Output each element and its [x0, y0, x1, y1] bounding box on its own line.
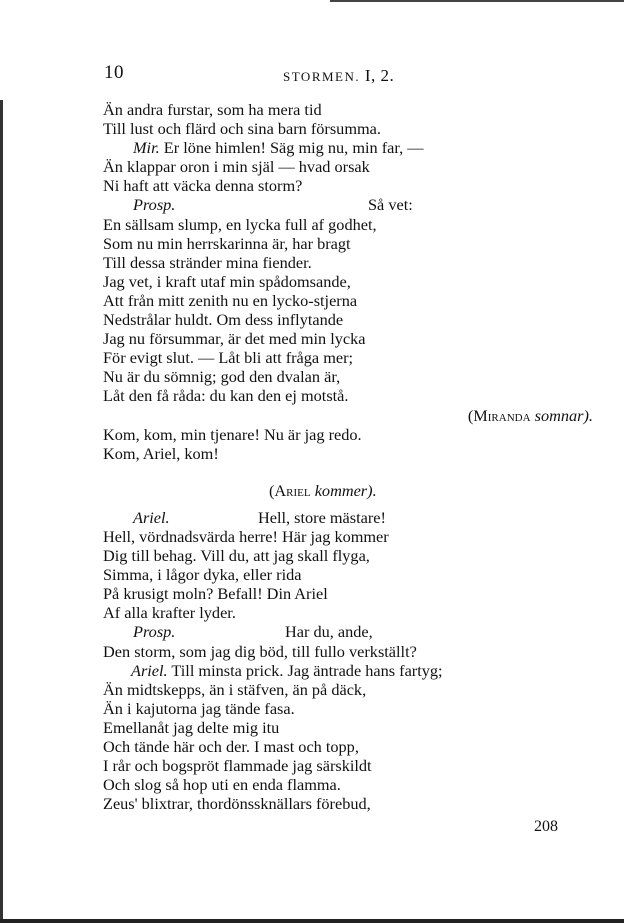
verse-line: I rår och bogspröt flammade jag särskildt [103, 756, 372, 776]
speech-line [103, 195, 593, 214]
speaker-name: Ariel. [131, 660, 168, 680]
verse-line: Jag vet, i kraft utaf min spådomsande, [103, 271, 351, 291]
speech-line [103, 622, 593, 641]
verse-line: Än midtskepps, än i stäfven, än på däck, [103, 679, 367, 699]
stage-direction-action: kommer). [314, 480, 377, 500]
verse-line: Till dessa stränder mina fiender. [103, 252, 312, 272]
stage-direction [103, 406, 593, 425]
running-title [283, 66, 394, 86]
footer-page-number: 208 [534, 818, 558, 835]
stage-direction [103, 481, 593, 500]
speech-line [103, 508, 593, 527]
verse-text: Hell, store mästare! [258, 507, 386, 527]
speaker-name: Prosp. [133, 622, 176, 642]
verse-line: Zeus' blixtrar, thordönssknällars förebud, [103, 794, 371, 814]
verse-line: Kom, Ariel, kom! [103, 443, 219, 463]
stage-direction-name: (Miranda [467, 405, 531, 425]
spacer [103, 463, 593, 481]
speech-line [103, 661, 593, 680]
verse-text: Till minsta prick. Jag äntrade hans fartyg; [167, 660, 443, 680]
verse-line: Kom, kom, min tjenare! Nu är jag redo. [103, 424, 362, 444]
verse-line: På krusigt moln? Befall! Din Ariel [103, 584, 328, 604]
verse-line: Än i kajutorna jag tände fasa. [103, 698, 295, 718]
verse-line: Som nu min herrskarinna är, har bragt [103, 233, 351, 253]
speaker-name: Ariel. [133, 507, 170, 527]
verse-line: Emellanåt jag delte mig itu [103, 717, 280, 737]
verse-line: Till lust och flärd och sina barn försumma. [103, 119, 381, 139]
verse-line: Ni haft att väcka denna storm? [103, 176, 303, 196]
verse-line: Att från mitt zenith nu en lycko-stjerna [103, 290, 358, 310]
running-title-text: STORMEN. [283, 69, 361, 84]
scan-edge-top [330, 0, 624, 2]
spacer [103, 500, 593, 508]
verse-text: Har du, ande, [285, 622, 373, 642]
verse-line: Dig till behag. Vill du, att jag skall flyga, [103, 546, 370, 566]
verse-line: Simma, i lågor dyka, eller rida [103, 565, 302, 585]
verse-line: Nu är du sömnig; god den dvalan är, [103, 367, 341, 387]
verse-line: Än klappar oron i min själ — hvad orsak [103, 157, 370, 177]
act-scene: I, 2. [364, 66, 395, 85]
stage-direction-action: somnar). [534, 405, 593, 425]
verse-line: En sällsam slump, en lycka full af godhet, [103, 214, 377, 234]
verse-line: Af alla krafter lyder. [103, 603, 236, 623]
speech-line [103, 138, 593, 157]
verse-line: Än andra furstar, som ha mera tid [103, 100, 322, 119]
verse-line: Hell, vördnadsvärda herre! Här jag kommer [103, 526, 389, 546]
page-number: 10 [104, 62, 124, 83]
speaker-name: Mir. [133, 138, 160, 158]
verse-line: Nedstrålar huldt. Om dess inflytande [103, 310, 344, 330]
stage-direction-name: (Ariel [269, 480, 311, 500]
scan-edge-bottom [0, 919, 624, 923]
verse-line: Den storm, som jag dig böd, till fullo verkställt? [103, 641, 417, 661]
verse-line: Låt den få råda: du kan den ej motstå. [103, 386, 349, 406]
speaker-name: Prosp. [133, 195, 176, 215]
verse-line: Jag nu försummar, är det med min lycka [103, 329, 366, 349]
verse-line: Och slog så hop uti en enda flamma. [103, 775, 341, 795]
verse-line: För evigt slut. — Låt bli att fråga mer; [103, 348, 354, 368]
verse-line: Och tände här och der. I mast och topp, [103, 737, 359, 756]
verse-body [103, 100, 593, 813]
verse-text: Er löne himlen! Säg mig nu, min far, — [159, 138, 424, 158]
verse-text: Så vet: [368, 195, 413, 215]
scan-edge-left [0, 100, 3, 923]
